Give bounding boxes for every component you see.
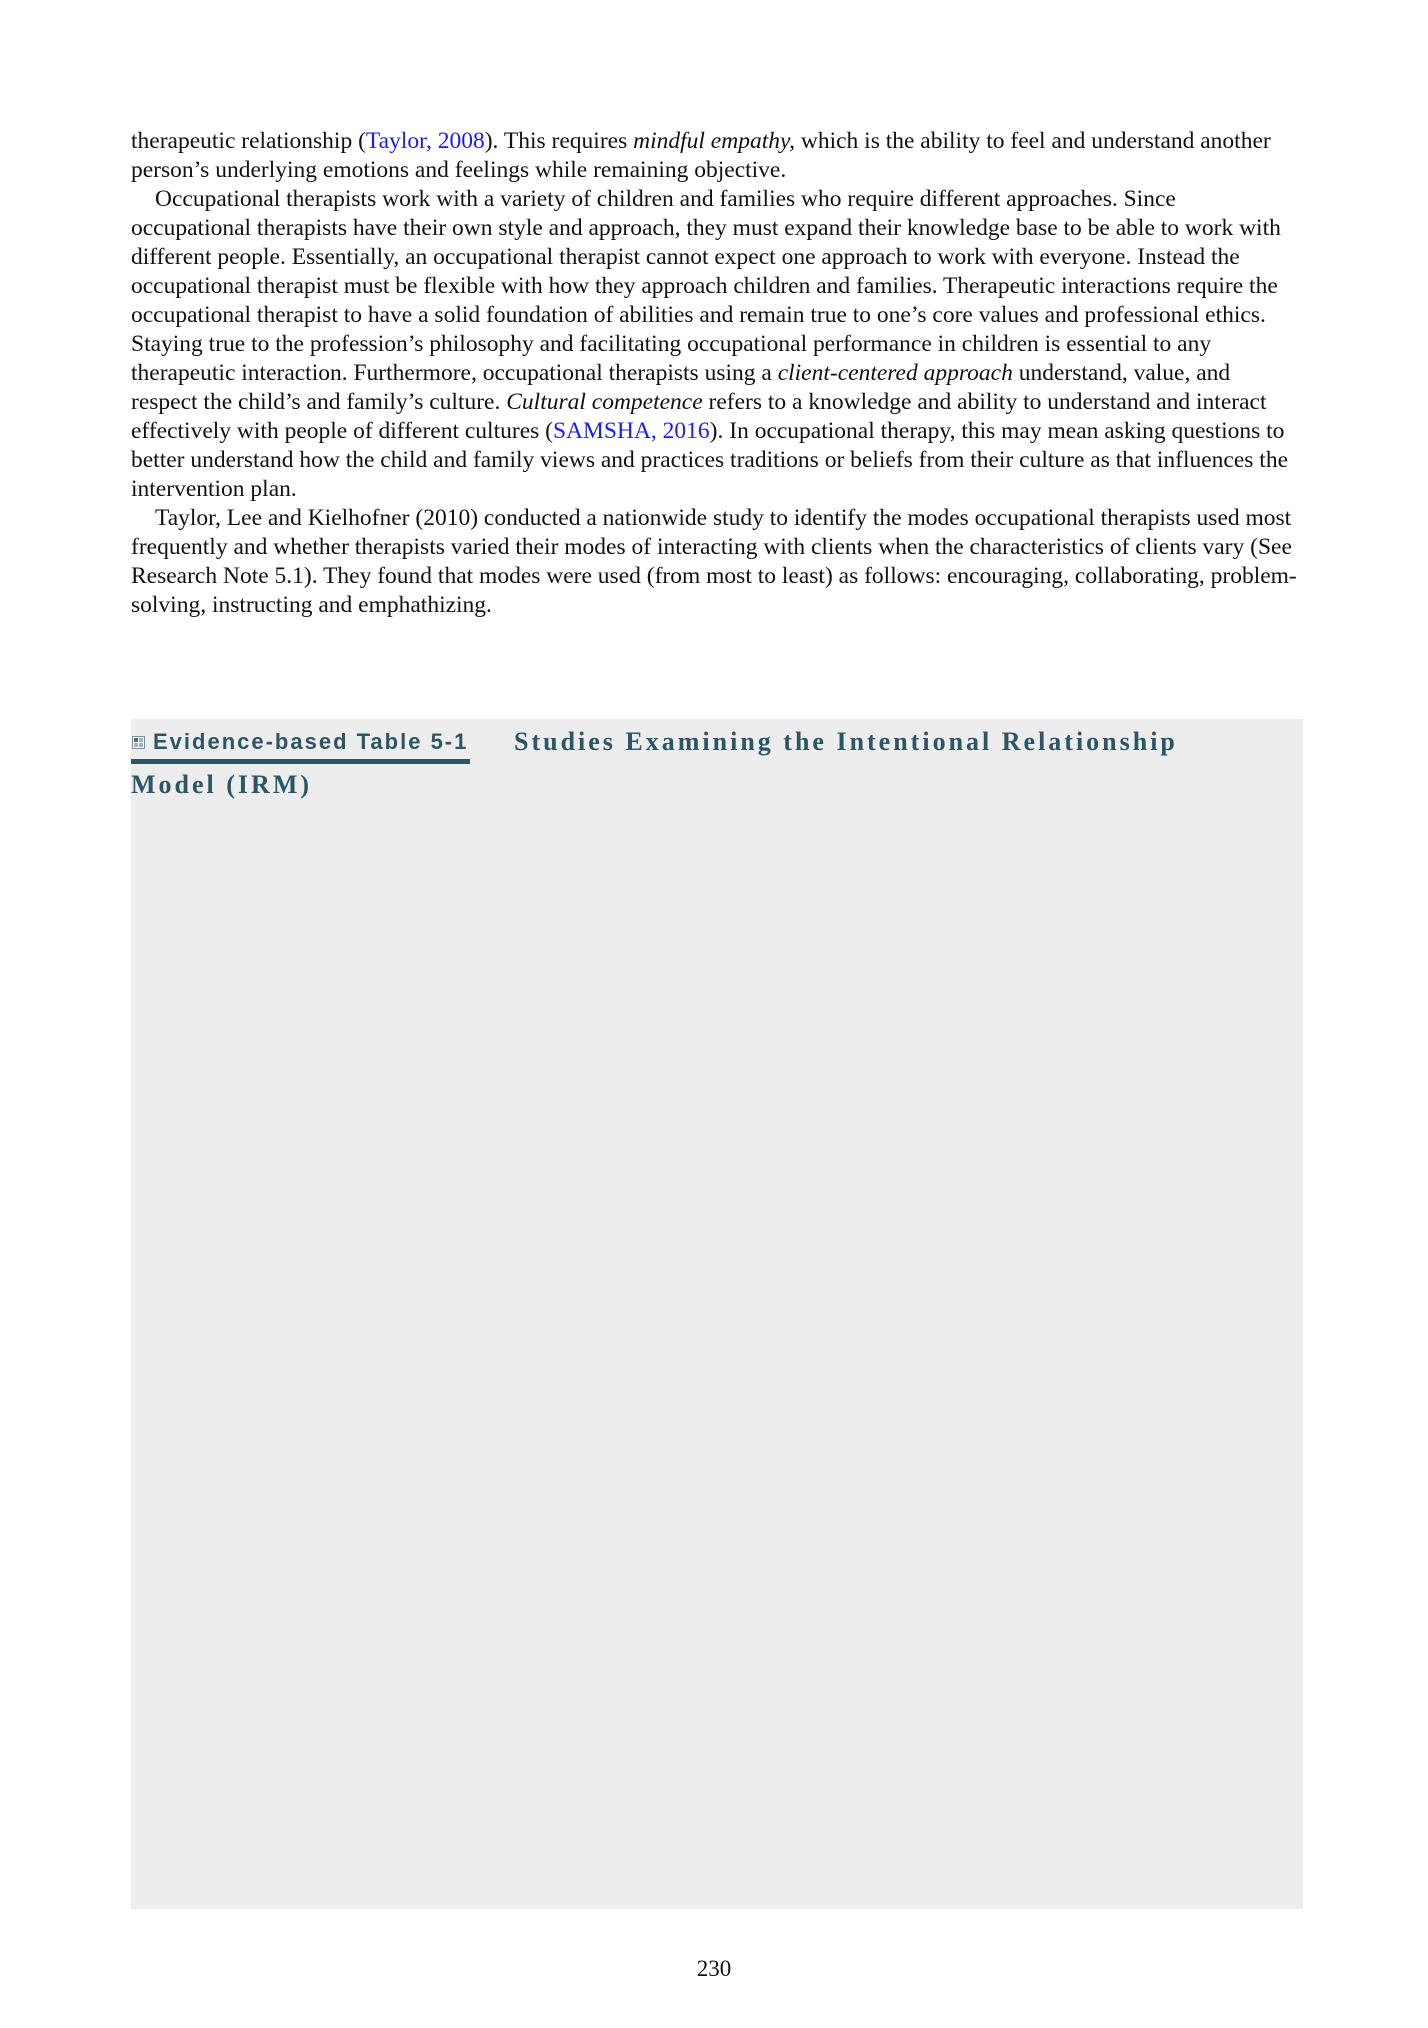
citation-link-taylor-2008[interactable]: Taylor, 2008 <box>365 128 485 154</box>
emphasis-term: mindful empathy, <box>633 128 795 154</box>
table-title <box>131 719 1303 799</box>
text-run: which is the ability to feel and understand another person’s underlying emotions and feelings while remaining objective. <box>131 128 1271 183</box>
paragraph-1 <box>131 127 1301 185</box>
citation-link-samsha-2016[interactable]: SAMSHA, 2016 <box>552 418 710 444</box>
text-run: understand, value, and respect the child’s and family’s culture. <box>131 360 1231 415</box>
body-text <box>131 127 1301 620</box>
paragraph-3 <box>131 504 1301 620</box>
text-run: Taylor, Lee and Kielhofner (2010) conducted a nationwide study to identify the modes occupational therapists used most frequently and whether therapists varied their modes of interacting with clients when the characteristics of clients vary (See Research Note 5.1). They found that modes were used (from most to least) as follows: encouraging, collaborating, problem-solving, instructing and emphathizing. <box>131 505 1297 618</box>
text-run: ). In occupational therapy, this may mean asking questions to better understand how the child and family views and practices traditions or beliefs from their culture as that influences the intervention plan. <box>131 418 1288 502</box>
text-run: ). This requires <box>484 128 634 154</box>
text-run: therapeutic relationship ( <box>131 128 366 154</box>
evidence-table-box <box>131 719 1303 1909</box>
text-run: Occupational therapists work with a variety of children and families who require different approaches. Since occupational therapists have their own style and approach, they must expand their knowledge base to be able to work with different people. Essentially, an occupational therapist cannot expect one approach to work with everyone. Instead the occupational therapist must be flexible with how they approach children and families. Therapeutic interactions require the occupational therapist to have a solid foundation of abilities and remain true to one’s core values and professional ethics. Staying true to the profession’s philosophy and facilitating occupational performance in children is essential to any therapeutic interaction. Furthermore, occupational therapists using a <box>131 186 1281 386</box>
page-number: 230 <box>696 1956 732 1981</box>
paragraph-2 <box>131 185 1301 504</box>
emphasis-term: Cultural competence <box>506 389 703 415</box>
table-label: Evidence-based Table 5-1 <box>153 729 469 754</box>
table-icon <box>132 736 145 749</box>
table-heading-line-2: Model (IRM) <box>131 770 313 799</box>
table-label-wrap <box>131 725 470 764</box>
table-heading-line-1: Studies Examining the Intentional Relationship <box>514 727 1178 756</box>
emphasis-term: client-centered approach <box>777 360 1013 386</box>
text-run: refers to a knowledge and ability to understand and interact effectively with people of different cultures ( <box>131 389 1267 444</box>
